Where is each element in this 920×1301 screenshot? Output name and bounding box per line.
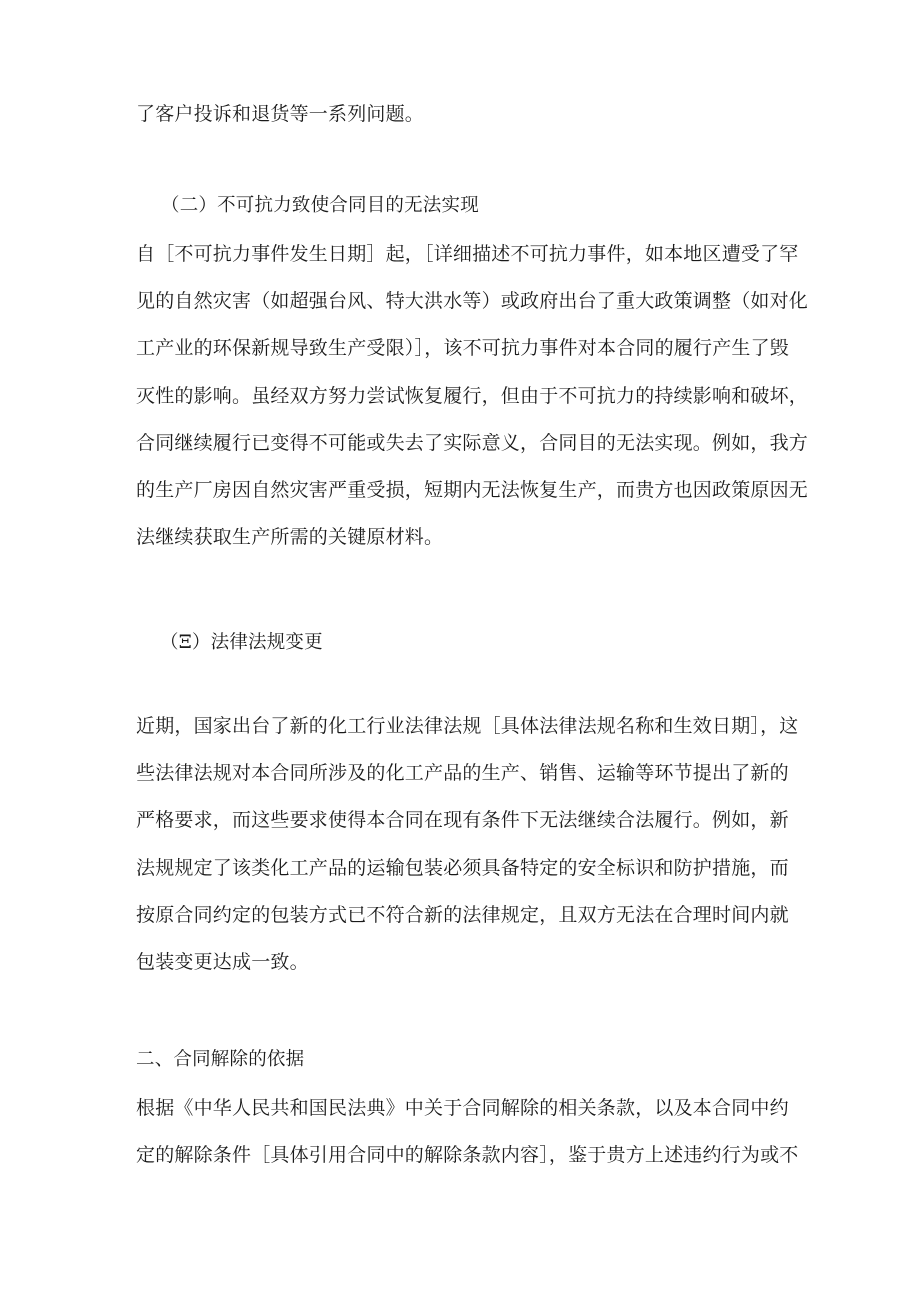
paragraph-line: 定的解除条件［具体引用合同中的解除条款内容］，鉴于贵方上述违约行为或不 [136,1144,799,1166]
paragraph-line: 些法律法规对本合同所涉及的化工产品的生产、销售、运输等环节提出了新的 [136,762,789,784]
paragraph-line: 根据《中华人民共和国民法典》中关于合同解除的相关条款，以及本合同中约 [136,1097,789,1119]
paragraph-line: 工产业的环保新规导致生产受限）］，该不可抗力事件对本合同的履行产生了毁 [136,337,790,359]
paragraph-line: 法规规定了该类化工产品的运输包装必须具备特定的安全标识和防护措施，而 [136,857,789,879]
paragraph-line: 灭性的影响。虽经双方努力尝试恢复履行，但由于不可抗力的持续影响和破坏， [136,385,809,407]
paragraph-line: 合同继续履行已变得不可能或失去了实际意义，合同目的无法实现。例如，我方 [136,432,809,454]
paragraph-line: 法继续获取生产所需的关键原材料。 [136,526,444,548]
section-heading-force-majeure: （二）不可抗力致使合同目的无法实现 [161,195,479,216]
paragraph-line: 见的自然灾害（如超强台风、特大洪水等）或政府出台了重大政策调整（如对化 [136,290,809,312]
section-heading-law-change: （Ξ）法律法规变更 [160,632,323,653]
paragraph-line: 的生产厂房因自然灾害严重受损，短期内无法恢复生产，而贵方也因政策原因无 [136,479,809,501]
paragraph-line: 严格要求，而这些要求使得本合同在现有条件下无法继续合法履行。例如，新 [136,809,789,831]
paragraph-line: 按原合同约定的包装方式已不符合新的法律规定，且双方无法在合理时间内就 [136,904,789,926]
paragraph-line: 自［不可抗力事件发生日期］起，［详细描述不可抗力事件，如本地区遭受了罕 [136,243,799,265]
paragraph-line: 了客户投诉和退货等一系列问题。 [136,103,425,125]
part-heading-termination-basis: 二、合同解除的依据 [136,1049,305,1070]
paragraph-line: 包装变更达成一致。 [136,951,309,973]
paragraph-line: 近期，国家出台了新的化工行业法律法规［具体法律法规名称和生效日期］，这 [136,715,799,737]
